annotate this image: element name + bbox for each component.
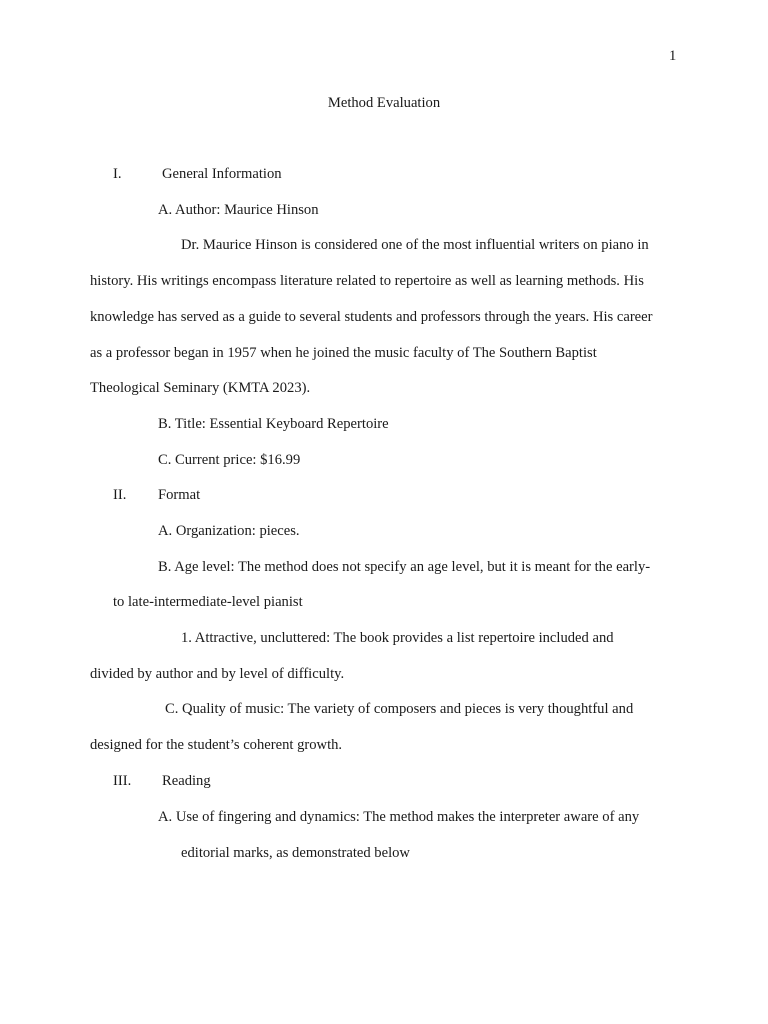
page-number: 1 [669, 48, 677, 64]
quality-line-2: designed for the student’s coherent growth. [90, 737, 343, 753]
section-1-numeral: I. [113, 166, 122, 182]
section-1-heading: General Information [162, 166, 282, 182]
attractive-line-1: 1. Attractive, uncluttered: The book provides a list repertoire included and [181, 630, 614, 646]
section-3-heading: Reading [162, 773, 211, 789]
age-level-line-2: to late-intermediate-level pianist [113, 594, 303, 610]
attractive-line-2: divided by author and by level of difficulty. [90, 666, 345, 682]
price-item: C. Current price: $16.99 [158, 452, 301, 468]
document-title: Method Evaluation [327, 95, 441, 111]
section-3-numeral: III. [113, 773, 132, 789]
fingering-line-1: A. Use of fingering and dynamics: The method makes the interpreter aware of any [158, 809, 640, 825]
section-2-numeral: II. [113, 487, 127, 503]
section-2-heading: Format [158, 487, 201, 503]
title-item: B. Title: Essential Keyboard Repertoire [158, 416, 389, 432]
organization-item: A. Organization: pieces. [158, 523, 300, 539]
quality-line-1: C. Quality of music: The variety of composers and pieces is very thoughtful and [165, 701, 634, 717]
author-item: A. Author: Maurice Hinson [158, 202, 319, 218]
bio-line-2: history. His writings encompass literature related to repertoire as well as learning methods. His [90, 273, 644, 289]
bio-line-4: as a professor began in 1957 when he joined the music faculty of The Southern Baptist [90, 345, 597, 361]
bio-line-5: Theological Seminary (KMTA 2023). [90, 380, 311, 396]
fingering-line-2: editorial marks, as demonstrated below [181, 845, 410, 861]
age-level-line-1: B. Age level: The method does not specify an age level, but it is meant for the early- [158, 559, 651, 575]
bio-line-3: knowledge has served as a guide to several students and professors through the years. His career [90, 309, 653, 325]
bio-line-1: Dr. Maurice Hinson is considered one of the most influential writers on piano in [181, 237, 649, 253]
